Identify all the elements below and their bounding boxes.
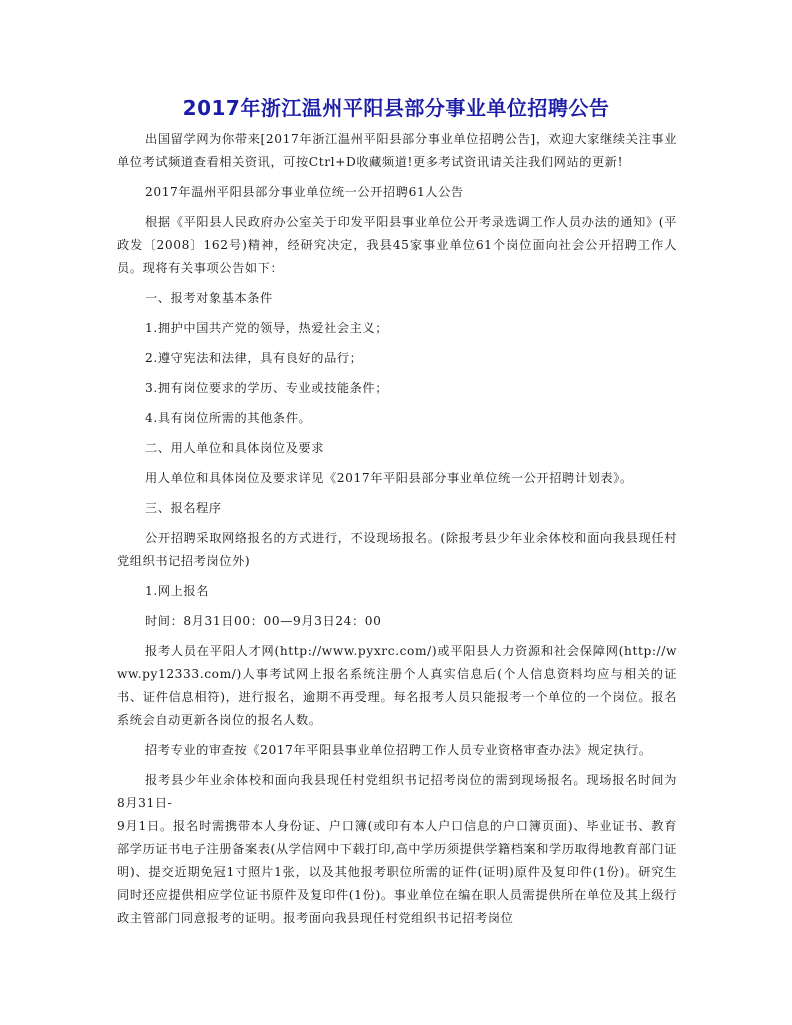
condition-item-3: 3.拥有岗位要求的学历、专业或技能条件； xyxy=(145,381,389,395)
intro-paragraph: 出国留学网为你带来[2017年浙江温州平阳县部分事业单位招聘公告]，欢迎大家继续关注事业单位考试频道查看相关资讯，可按Ctrl+D收藏频道!更多考试资讯请关注我们网站的更新! xyxy=(117,132,677,169)
major-review-paragraph: 招考专业的审查按《2017年平阳县事业单位招聘工作人员专业资格审查办法》规定执行。 xyxy=(145,743,652,757)
onsite-registration-details: 9月1日。报名时需携带本人身份证、户口簿(或印有本人户口信息的户口簿页面)、毕业证书、教育部学历证书电子注册备案表(从学信网中下载打印,高中学历须提供学籍档案和学历取得地教育部门证明)、提交近期免冠1寸照片1张，以及其他报考职位所需的证件(证明)原件及复印件(1份)。研究生同时还应提供相应学位证书原件及复印件(1份)。事业单位在编在职人员需提供所在单位及其上级行政主管部门同意报考的证明。报考面向我县现任村党组织书记招考岗位 xyxy=(117,819,677,925)
condition-item-2: 2.遵守宪法和法律，具有良好的品行； xyxy=(145,351,363,365)
condition-item-4: 4.具有岗位所需的其他条件。 xyxy=(145,411,312,425)
positions-paragraph: 用人单位和具体岗位及要求详见《2017年平阳县部分事业单位统一公开招聘计划表》。 xyxy=(145,471,633,485)
condition-item-1: 1.拥护中国共产党的领导，热爱社会主义； xyxy=(145,321,389,335)
registration-method-paragraph: 公开招聘采取网络报名的方式进行，不设现场报名。(除报考县少年业余体校和面向我县现任村党组织书记招考岗位外) xyxy=(117,531,677,568)
document-title: 2017年浙江温州平阳县部分事业单位招聘公告 xyxy=(182,96,610,120)
basis-paragraph: 根据《平阳县人民政府办公室关于印发平阳县事业单位公开考录选调工作人员办法的通知》(平政发〔2008〕162号)精神，经研究决定，我县45家事业单位61个岗位面向社会公开招聘工作人员。现将有关事项公告如下： xyxy=(117,215,677,275)
registration-time: 时间：8月31日00：00—9月3日24：00 xyxy=(145,614,382,628)
section-heading-1: 一、报考对象基本条件 xyxy=(145,291,273,305)
onsite-registration-paragraph: 报考县少年业余体校和面向我县现任村党组织书记招考岗位的需到现场报名。现场报名时间为8月31日- xyxy=(117,773,677,810)
announcement-subtitle: 2017年温州平阳县部分事业单位统一公开招聘61人公告 xyxy=(145,185,464,199)
section-heading-2: 二、用人单位和具体岗位及要求 xyxy=(145,441,325,455)
document-body xyxy=(117,128,677,937)
section-heading-3: 三、报名程序 xyxy=(145,501,222,515)
online-registration-heading: 1.网上报名 xyxy=(145,584,209,598)
registration-instructions-paragraph: 报考人员在平阳人才网(http://www.pyxrc.com/)或平阳县人力资源和社会保障网(http://www.py12333.com/)人事考试网上报名系统注册个人真实信息后(个人信息资料均应与相关的证书、证件信息相符)，进行报名，逾期不再受理。每名报考人员只能报考一个单位的一个岗位。报名系统会自动更新各岗位的报名人数。 xyxy=(117,644,677,727)
